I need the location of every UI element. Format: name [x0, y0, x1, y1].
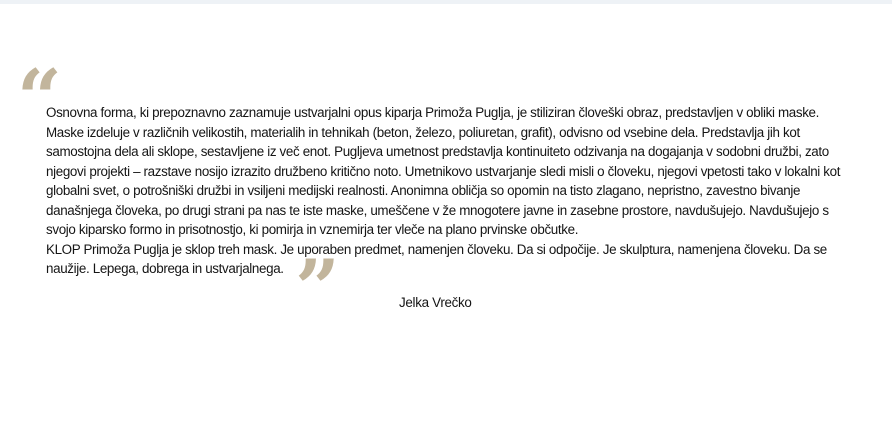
opening-quote-mark-icon: “ [17, 53, 62, 144]
closing-quote-mark-icon: ” [295, 243, 340, 334]
quote-author: Jelka Vrečko [399, 295, 472, 310]
quote-paragraph-2: KLOP Primoža Puglja je sklop treh mask. Je uporaben predmet, namenjen človeku. Da si odpočije. Je skulptura, namenjena človeku. Da se naužije. Lepega, dobrega in ustvarjalnega. [46, 241, 827, 276]
quote-paragraph-1: Osnovna forma, ki prepoznavno zaznamuje ustvarjalni opus kiparja Primoža Puglja, je stiliziran človeški obraz, predstavljen v obliki maske. Maske izdeluje v različnih velikostih, materialih in tehnikah (beton, železo, poliuretan, grafit), odvisno od vsebine dela. Predstavlja jih kot samostojna dela ali sklope, sestavljene iz več enot. Pugljeva umetnost predstavlja kontinuiteto odzivanja na dogajanja v sodobni družbi, zato njegovi projekti – razstave nosijo izrazito družbeno kritično noto. Umetnikovo ustvarjanje sledi misli o človeku, njegovi vpetosti tako v lokalni kot globalni svet, o potrošniški družbi in vsiljeni medijski realnosti. Anonimna obličja so opomin na tisto zlagano, nepristno, zavestno bivanje današnjega človeka, po drugi strani pa nas te iste maske, umeščene v že mnogotere javne in zasebne prostore, navdušujejo. Navdušujejo s svojo kiparsko formo in prisotnostjo, ki pomirja in vznemirja ter vleče na plano prvinske občutke. [46, 105, 841, 237]
top-strip [0, 0, 892, 4]
quote-text [46, 103, 852, 279]
